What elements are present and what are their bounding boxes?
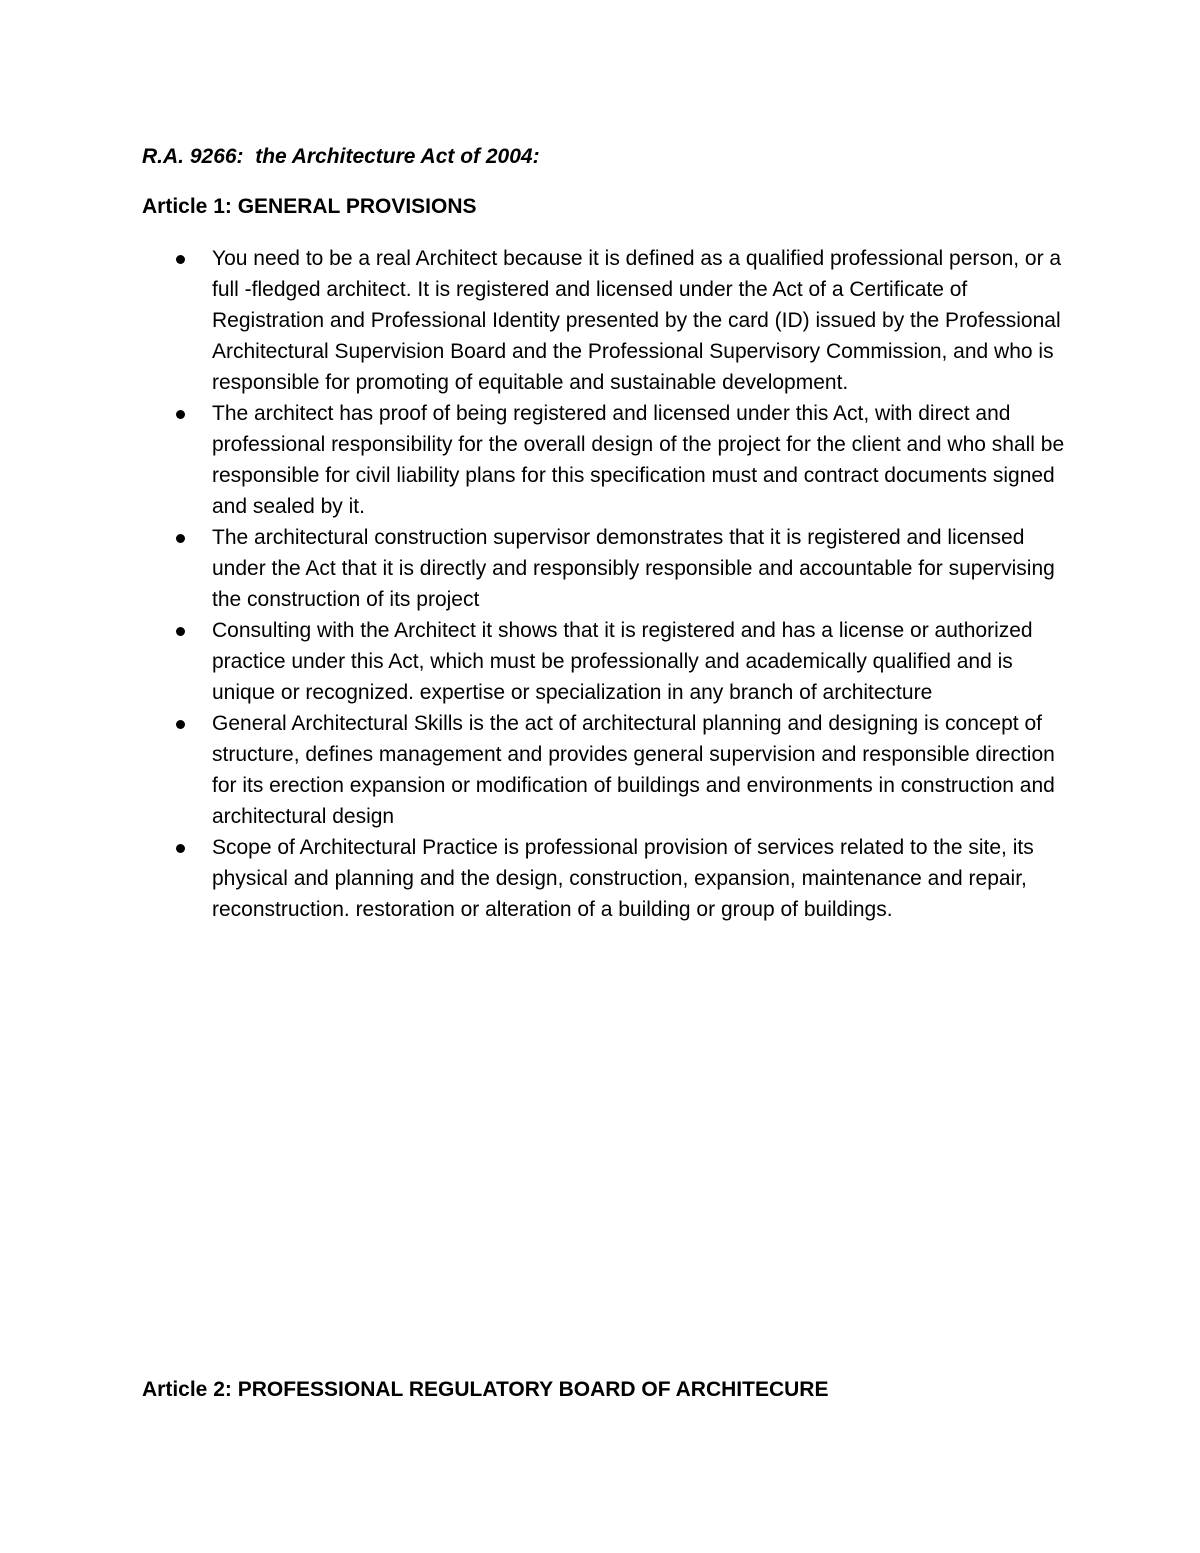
bullet-icon	[176, 844, 185, 853]
article-1-bullet-list	[142, 243, 1072, 925]
bullet-icon	[176, 534, 185, 543]
list-item-text: You need to be a real Architect because it is defined as a qualified professional person, or a full -fledged architect. It is registered and licensed under the Act of a Certificate of Registration and Professional Identity presented by the card (ID) issued by the Professional Architectural Supervision Board and the Professional Supervisory Commission, and who is responsible for promoting of equitable and sustainable development.	[212, 247, 1062, 394]
list-item-text: General Architectural Skills is the act of architectural planning and designing is concept of structure, defines management and provides general supervision and responsible direction for its erection expansion or modification of buildings and environments in construction and architectural design	[212, 712, 1055, 828]
article-1-heading: Article 1: GENERAL PROVISIONS	[142, 195, 477, 218]
list-item	[142, 708, 1072, 832]
list-item	[142, 615, 1072, 708]
list-item	[142, 522, 1072, 615]
bullet-icon	[176, 410, 185, 419]
article-2-heading: Article 2: PROFESSIONAL REGULATORY BOARD OF ARCHITECURE	[142, 1378, 829, 1401]
list-item-text: Scope of Architectural Practice is professional provision of services related to the site, its physical and planning and the design, construction, expansion, maintenance and repair, reconstruction. restoration or alteration of a building or group of buildings.	[212, 836, 1034, 921]
document-title: R.A. 9266: the Architecture Act of 2004:	[142, 145, 540, 168]
bullet-icon	[176, 255, 185, 264]
list-item-text: The architect has proof of being registered and licensed under this Act, with direct and professional responsibility for the overall design of the project for the client and who shall be responsible for civil liability plans for this specification must and contract documents signed and sealed by it.	[212, 402, 1065, 518]
list-item	[142, 243, 1072, 398]
list-item	[142, 832, 1072, 925]
bullet-icon	[176, 627, 185, 636]
list-item-text: Consulting with the Architect it shows that it is registered and has a license or authorized practice under this Act, which must be professionally and academically qualified and is unique or recognized. expertise or specialization in any branch of architecture	[212, 619, 1033, 704]
list-item	[142, 398, 1072, 522]
bullet-icon	[176, 720, 185, 729]
list-item-text: The architectural construction supervisor demonstrates that it is registered and licensed under the Act that it is directly and responsibly responsible and accountable for supervising the construction of its project	[212, 526, 1055, 611]
